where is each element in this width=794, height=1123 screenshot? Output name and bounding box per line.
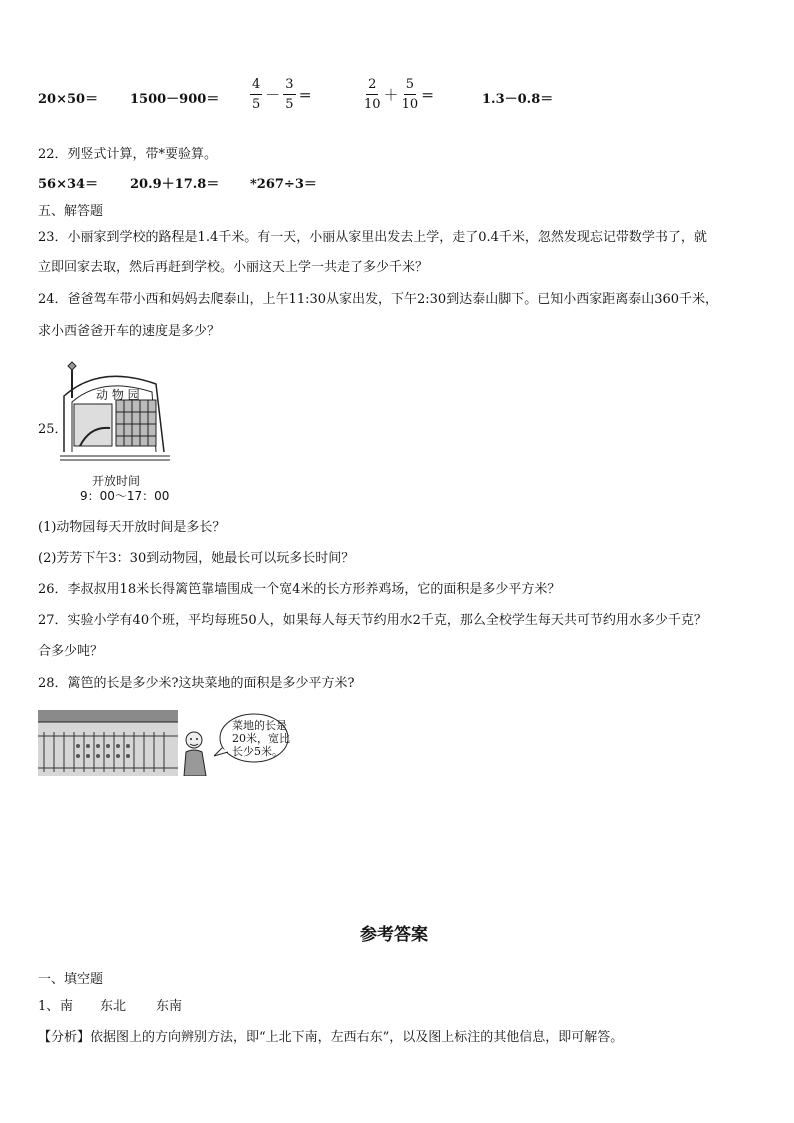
q27-line-1: 27．实验小学有40个班，平均每班50人，如果每人每天节约用水2千克，那么全校学生每天共可节约用水多少千克？ [38,613,707,628]
old-man-icon [180,728,210,776]
zoo-gate-icon [60,356,170,464]
bubble-line-1: 菜地的长是 [232,719,287,732]
q22-title: 22．列竖式计算，带*要验算。 [38,147,218,162]
zoo-illustration [60,356,170,464]
q26-text: 26．李叔叔用18米长得篱笆靠墙围成一个宽4米的长方形养鸡场，它的面积是多少平方米？ [38,582,561,597]
denominator: 5 [252,97,261,112]
old-man-illustration [180,728,210,776]
q25-sub-1: (1)动物园每天开放时间是多长？ [38,520,226,535]
numerator: 2 [366,78,378,95]
answer-1-number: 1、 [38,999,60,1014]
denominator: 5 [285,97,294,112]
q25-number: 25． [38,422,68,437]
answers-title: 参考答案 [360,925,428,945]
bubble-line-2: 20米，宽比 [232,732,290,745]
q27-line-2: 合多少吨？ [38,644,104,659]
q22-expr-3: *267÷3＝ [250,177,317,192]
fraction [364,78,381,111]
q24-line-1: 24．爸爸驾车带小西和妈妈去爬泰山，上午11:30从家出发，下午2:30到达泰山脚下。已知小西家距离泰山360千米， [38,292,719,307]
calc-expr-1: 20×50＝ [38,92,99,107]
fraction [402,78,419,111]
equals-sign: ＝ [421,89,435,104]
fraction [283,78,295,111]
zoo-open-hours: 9：00～17：00 [80,489,170,503]
numerator: 5 [404,78,416,95]
q25-sub-2: (2)芳芳下午3：30到动物园，她最长可以玩多长时间？ [38,551,355,566]
answer-analysis: 【分析】依据图上的方向辨别方法，即“上北下南，左西右东”，以及图上标注的其他信息，即可解答。 [38,1030,624,1045]
section-5-heading: 五、解答题 [38,204,104,219]
numerator: 4 [250,78,262,95]
answers-section-1: 一、填空题 [38,972,104,987]
answer-1-value-2: 东北 [100,999,127,1014]
vegetable-field-illustration [38,710,178,776]
calc-fraction-expr-2 [364,78,434,111]
equals-sign: ＝ [298,89,312,104]
q23-line-2: 立即回家去取，然后再赶到学校。小丽这天上学一共走了多少千米？ [38,260,429,275]
fraction [250,78,262,111]
q22-expr-2: 20.9＋17.8＝ [130,177,220,192]
zoo-open-label: 开放时间 [92,474,141,488]
speech-bubble [214,712,290,766]
answer-1-value-3: 东南 [156,999,183,1014]
vegetable-field-icon [38,710,178,776]
calc-expr-5: 1.3－0.8＝ [482,92,554,107]
numerator: 3 [283,78,295,95]
denominator: 10 [401,97,419,112]
operator: ＋ [383,86,399,104]
answer-1-value-1: 南 [60,999,74,1014]
q23-line-1: 23．小丽家到学校的路程是1.4千米。有一天，小丽从家里出发去上学，走了0.4千米，忽然发现忘记带数学书了，就 [38,230,707,245]
q22-expr-1: 56×34＝ [38,177,99,192]
zoo-sign-text: 动 物 园 [96,388,140,402]
denominator: 10 [364,97,381,112]
q24-line-2: 求小西爸爸开车的速度是多少？ [38,324,221,339]
operator: － [265,86,281,104]
calc-expr-2: 1500－900＝ [130,92,220,107]
bubble-line-3: 长少5米。 [232,745,283,758]
calc-fraction-expr-1 [250,78,312,111]
q28-text: 28．篱笆的长是多少米?这块菜地的面积是多少平方米? [38,676,355,691]
